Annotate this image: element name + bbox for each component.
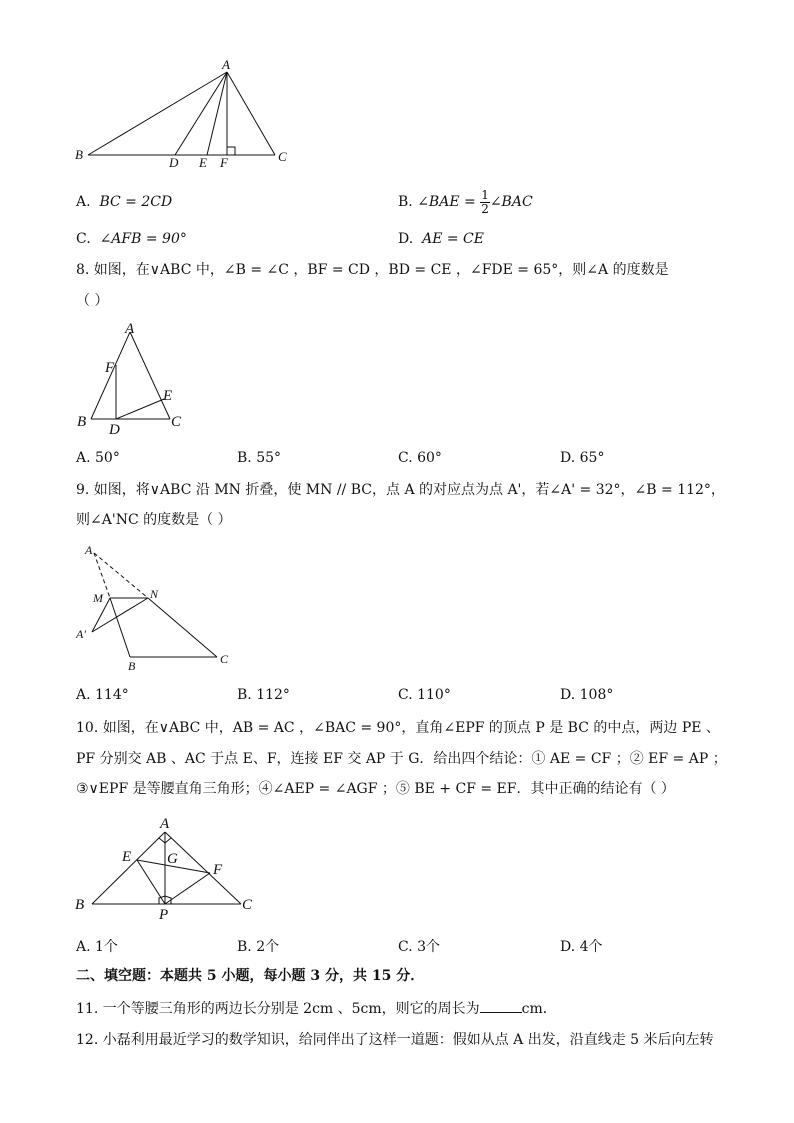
q7-option-a-text: BC = 2CD <box>99 194 173 210</box>
fig10-label-F: F <box>213 862 223 878</box>
fig8-label-F: F <box>105 360 115 376</box>
fig10-label-C: C <box>242 897 253 913</box>
fig7-label-A: A <box>222 60 230 72</box>
fig8-label-D: D <box>109 422 120 438</box>
q7-option-a <box>76 194 172 210</box>
fig9-label-M: M <box>93 591 103 605</box>
q9-line-2: 则∠A'NC 的度数是（ ） <box>76 512 232 528</box>
q9-option-d: D. 108° <box>560 687 614 703</box>
fig8-label-A: A <box>125 321 135 337</box>
q7-option-b-pre: ∠BAE = <box>417 194 476 210</box>
q7-option-c <box>76 231 187 247</box>
fig10-label-E: E <box>122 849 132 865</box>
q7-option-b-post: ∠BAC <box>489 194 533 210</box>
fig10-label-P: P <box>159 907 169 922</box>
fig7-label-F: F <box>220 155 228 170</box>
fig7-label-D: D <box>169 155 179 170</box>
q8-option-c: C. 60° <box>398 450 442 466</box>
q11-text-after: cm． <box>521 1001 557 1017</box>
q10-option-b: B. 2个 <box>237 939 280 955</box>
q11-answer-blank[interactable] <box>480 998 522 1013</box>
fig10-label-A: A <box>160 816 170 832</box>
figure-q10 <box>70 810 270 922</box>
fig10-label-G: G <box>167 851 178 867</box>
fig9-label-A-prime: A' <box>76 627 86 641</box>
fig7-label-B: B <box>75 147 83 162</box>
q7-option-c-text: ∠AFB = 90° <box>99 231 187 247</box>
q7-option-d <box>398 231 484 247</box>
q7-option-d-text: AE = CE <box>422 231 484 247</box>
q9-option-b: B. 112° <box>237 687 290 703</box>
fig9-label-A: A <box>85 543 93 557</box>
q8-line-2: （ ） <box>76 293 109 309</box>
figure-q8 <box>72 318 192 438</box>
q11 <box>76 998 557 1019</box>
q12-line-1: 12. 小磊利用最近学习的数学知识，给同伴出了这样一道题：假如从点 A 出发，沿直线走 5 米后向左转 <box>76 1032 714 1048</box>
fig9-label-C: C <box>220 652 229 666</box>
q9-option-a: A. 114° <box>76 687 129 703</box>
q10-option-d: D. 4个 <box>560 939 603 955</box>
q10-option-a: A. 1个 <box>76 939 118 955</box>
q10-line-3: ③∨EPF 是等腰直角三角形；④∠AEP = ∠AGF ；⑤ BE + CF = EF．其中正确的结论有（ ） <box>76 781 675 797</box>
q8-option-d: D. 65° <box>560 450 605 466</box>
q7-option-b-fraction <box>480 189 490 216</box>
fig10-label-B: B <box>75 897 85 913</box>
q7-option-b-denominator: 2 <box>481 201 489 216</box>
q10-line-2: PF 分别交 AB 、AC 于点 E、F，连接 EF 交 AP 于 G．给出四个结论：① AE = CF ；② EF = AP ； <box>76 751 727 767</box>
q10-line-1: 10. 如图，在∨ABC 中，AB = AC ，∠BAC = 90°，直角∠EPF 的顶点 P 是 BC 的中点，两边 PE 、 <box>76 720 720 736</box>
fig8-label-E: E <box>163 388 173 404</box>
q7-option-b-numerator: 1 <box>481 187 489 202</box>
q7-option-b <box>398 184 533 220</box>
fig7-label-E: E <box>199 155 207 170</box>
q9-line-1: 9. 如图，将∨ABC 沿 MN 折叠，使 MN // BC，点 A 的对应点为点 A'，若∠A' = 32°，∠B = 112°， <box>76 482 725 498</box>
figure-q7 <box>70 60 300 175</box>
section-2-heading: 二、填空题：本题共 5 小题，每小题 3 分，共 15 分． <box>76 968 425 984</box>
q8-option-a: A. 50° <box>76 450 120 466</box>
q8-line-1: 8. 如图，在∨ABC 中，∠B = ∠C ，BF = CD ，BD = CE ，∠FDE = 65°，则∠A 的度数是 <box>76 262 669 278</box>
q8-option-b: B. 55° <box>237 450 282 466</box>
q9-option-c: C. 110° <box>398 687 451 703</box>
fig9-label-B: B <box>128 659 136 673</box>
fig7-label-C: C <box>278 149 287 164</box>
q10-option-c: C. 3个 <box>398 939 441 955</box>
q7-option-b-letter: B. <box>398 194 413 210</box>
q7-option-d-letter: D. <box>398 231 414 247</box>
fig8-label-B: B <box>77 414 87 430</box>
figure-q9 <box>72 540 242 675</box>
fig8-label-C: C <box>171 414 182 430</box>
q11-text-before: 11. 一个等腰三角形的两边长分别是 2cm 、5cm，则它的周长为 <box>76 1001 480 1017</box>
q7-option-c-letter: C. <box>76 231 91 247</box>
q7-option-a-letter: A. <box>76 194 91 210</box>
fig9-label-N: N <box>150 587 159 601</box>
